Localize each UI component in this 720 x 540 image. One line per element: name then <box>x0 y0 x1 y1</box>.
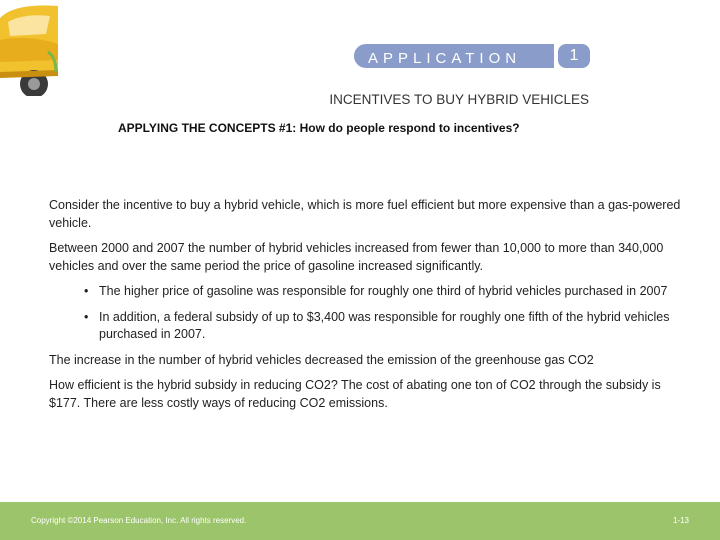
paragraph: Between 2000 and 2007 the number of hybrid vehicles increased from fewer than 10,000 to more than 340,000 vehicles and over the same period the price of gasoline increased significantly. <box>49 241 664 273</box>
bullet-list <box>49 283 681 344</box>
bullet-text: The higher price of gasoline was responsible for roughly one third of hybrid vehicles purchased in 2007 <box>99 284 668 298</box>
banner-label: APPLICATION <box>368 50 522 67</box>
application-banner <box>354 42 592 70</box>
slide-subtitle: APPLYING THE CONCEPTS #1: How do people respond to incentives? <box>118 121 520 135</box>
bullet-item: • In addition, a federal subsidy of up to $3,400 was responsible for roughly one fifth of the hybrid vehicles purchased in 2007. <box>84 309 670 341</box>
page-number: 1-13 <box>672 516 689 525</box>
banner-pill <box>354 44 554 68</box>
bullet-text: In addition, a federal subsidy of up to $3,400 was responsible for roughly one fifth of the hybrid vehicles purchased in 2007. <box>99 309 670 341</box>
hybrid-car-image <box>0 0 58 96</box>
banner-number: 1 <box>556 42 592 70</box>
slide-title: INCENTIVES TO BUY HYBRID VEHICLES <box>329 92 589 107</box>
paragraph: Consider the incentive to buy a hybrid vehicle, which is more fuel efficient but more expensive than a gas-powered vehicle. <box>49 198 681 230</box>
footer-bar <box>0 502 720 540</box>
copyright-text: Copyright ©2014 Pearson Education, Inc. All rights reserved. <box>31 516 247 525</box>
slide-body <box>49 197 681 420</box>
paragraph: The increase in the number of hybrid vehicles decreased the emission of the greenhouse gas CO2 <box>49 352 594 367</box>
paragraph: How efficient is the hybrid subsidy in reducing CO2? The cost of abating one ton of CO2 through the subsidy is $177. There are less costly ways of reducing CO2 emissions. <box>49 378 661 410</box>
bullet-item: • The higher price of gasoline was responsible for roughly one third of hybrid vehicles purchased in 2007 <box>84 284 668 298</box>
